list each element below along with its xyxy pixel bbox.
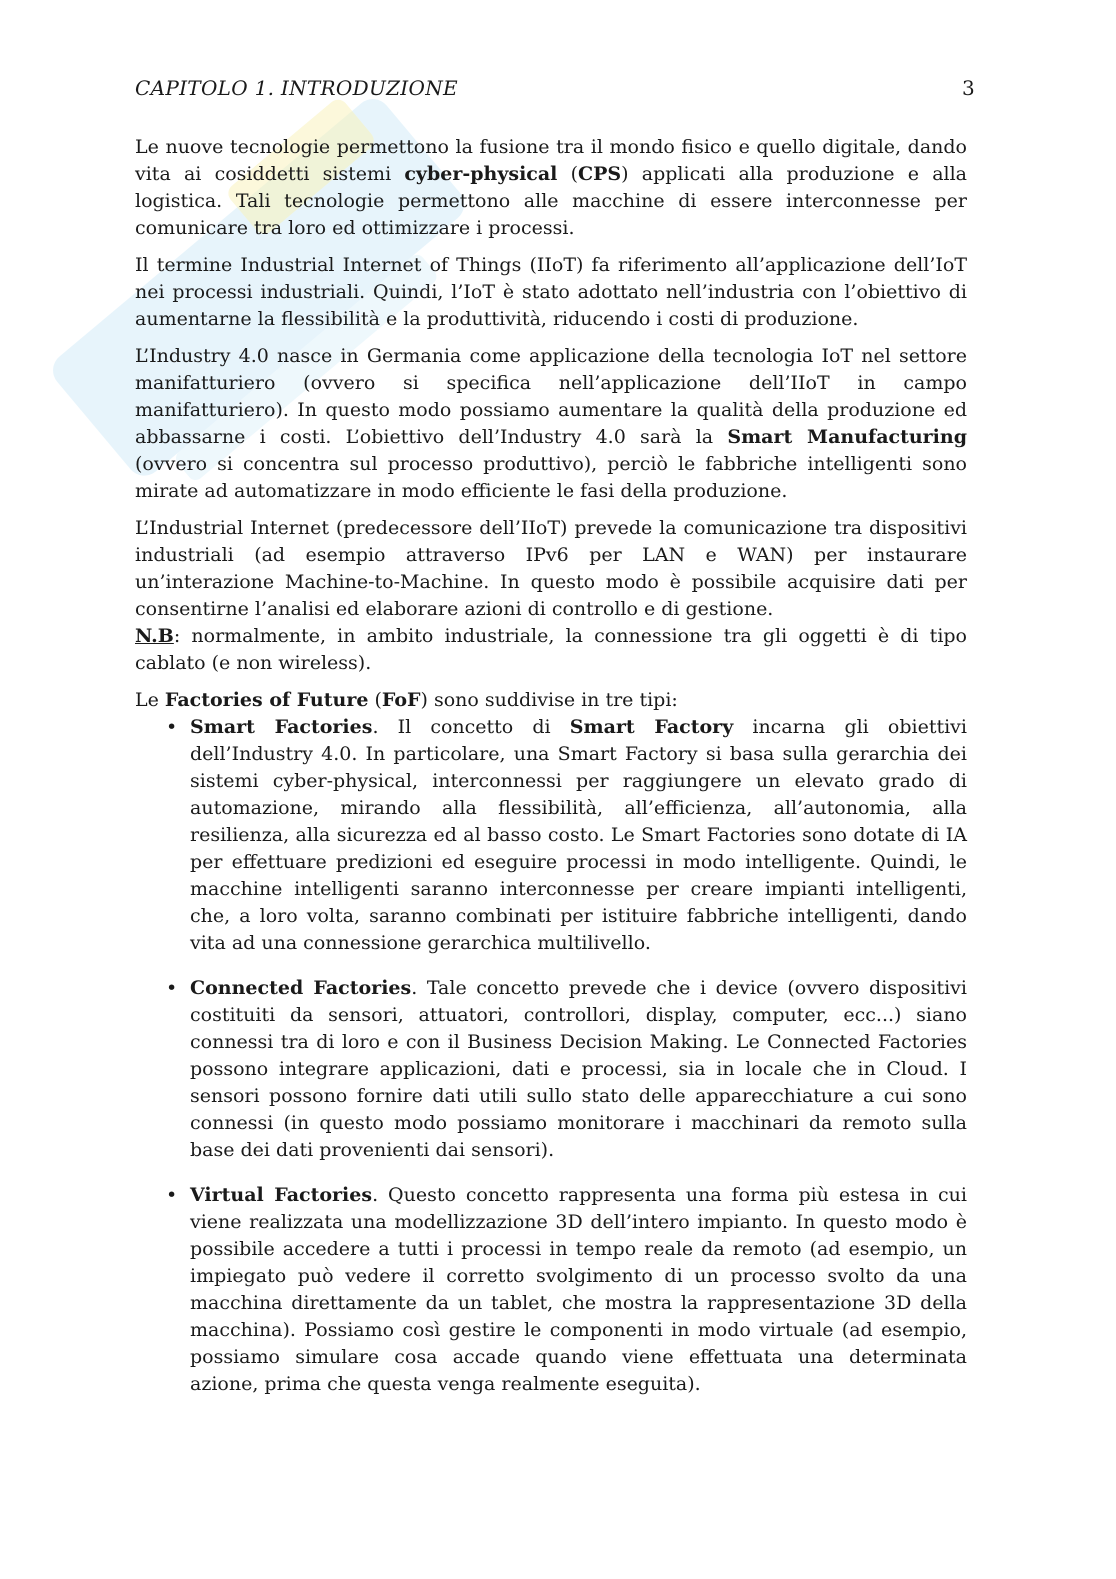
paragraph-industrial-internet: L’Industrial Internet (predecessore dell’IIoT) prevede la comunicazione tra dispositivi industriali (ad esempio attraverso IPv6 per LAN e WAN) per instaurare un’interazione Machine-to-Machine. In questo modo è possibile acquisire dati per consentirne l’analisi ed elaborare azioni di controllo e di gestione. N.B: normalmente, in ambito industriale, la connessione tra gli oggetti è di tipo cablato (e non wireless). (135, 517, 967, 674)
paragraph-iiot: Il termine Industrial Internet of Things (IIoT) fa riferimento all’applicazione dell’IoT nei processi industriali. Quindi, l’IoT è stato adottato nell’industria con l’obiettivo di aumentarne la flessibilità e la produttività, riducendo i costi di produzione. (135, 254, 967, 330)
nb-label: N.B (135, 625, 174, 647)
paragraph-fof-intro: Le Factories of Future (FoF) sono suddivise in tre tipi: (135, 689, 678, 711)
term-smart-factory: Smart Factory (569, 716, 734, 738)
factories-list (135, 714, 967, 1398)
term-cps: CPS (578, 163, 622, 185)
page-header (135, 76, 975, 106)
term-smart-manufacturing: Smart Manufacturing (727, 426, 967, 448)
document-body (135, 134, 967, 1416)
paragraph-cps: Le nuove tecnologie permettono la fusione tra il mondo fisico e quello digitale, dando vita ai cosiddetti sistemi cyber-physical (CPS) applicati alla produzione e alla logistica. Tali tecnologie permettono alle macchine di essere interconnesse per comunicare tra loro ed ottimizzare i processi. (135, 136, 968, 239)
page-number: 3 (961, 76, 975, 100)
paragraph-industry-4: L’Industry 4.0 nasce in Germania come applicazione della tecnologia IoT nel settore manifatturiero (ovvero si specifica nell’applicazione dell’IIoT in campo manifatturiero). In questo modo possiamo aumentare la qualità della produzione ed abbassarne i costi. L’obiettivo dell’Industry 4.0 sarà la Smart Manufacturing (ovvero si concentra sul processo produttivo), perciò le fabbriche intelligenti sono mirate ad automatizzare in modo efficiente le fasi della produzione. (135, 345, 967, 502)
term-fof: FoF (381, 689, 421, 711)
term-factories-of-future: Factories of Future (164, 689, 369, 711)
chapter-title: CAPITOLO 1. INTRODUZIONE (135, 76, 458, 100)
list-item-smart-factories: • Smart Factories. Il concetto di Smart Factory incarna gli obiettivi dell’Industry 4.0. In particolare, una Smart Factory si basa sulla gerarchia dei sistemi cyber-physical, interconnessi per raggiungere un elevato grado di automazione, mirando alla flessibilità, all’efficienza, all’autonomia, alla resilienza, alla sicurezza ed al basso costo. Le Smart Factories sono dotate di IA per effettuare predizioni ed eseguire processi in modo intelligente. Quindi, le macchine intelligenti saranno interconnesse per creare impianti intelligenti, che, a loro volta, saranno combinati per istituire fabbriche intelligenti, dando vita ad una connessione gerarchica multilivello. (190, 714, 967, 957)
term-cyber-physical: cyber-physical (404, 163, 558, 185)
list-item-connected-factories: • Connected Factories. Tale concetto prevede che i device (ovvero dispositivi costituiti da sensori, attuatori, controllori, display, computer, ecc...) siano connessi tra di loro e con il Business Decision Making. Le Connected Factories possono integrare applicazioni, dati e processi, sia in locale che in Cloud. I sensori possono fornire dati utili sullo stato delle apparecchiature a cui sono connessi (in questo modo possiamo monitorare i macchinari da remoto sulla base dei dati provenienti dai sensori). (190, 975, 967, 1164)
list-item-virtual-factories: • Virtual Factories. Questo concetto rappresenta una forma più estesa in cui viene realizzata una modellizzazione 3D dell’intero impianto. In questo modo è possibile accedere a tutti i processi in tempo reale da remoto (ad esempio, un impiegato può vedere il corretto svolgimento di un processo svolto da una macchina direttamente da un tablet, che mostra la rappresentazione 3D della macchina). Possiamo così gestire le componenti in modo virtuale (ad esempio, possiamo simulare cosa accade quando viene effettuata una determinata azione, prima che questa venga realmente eseguita). (190, 1182, 967, 1398)
